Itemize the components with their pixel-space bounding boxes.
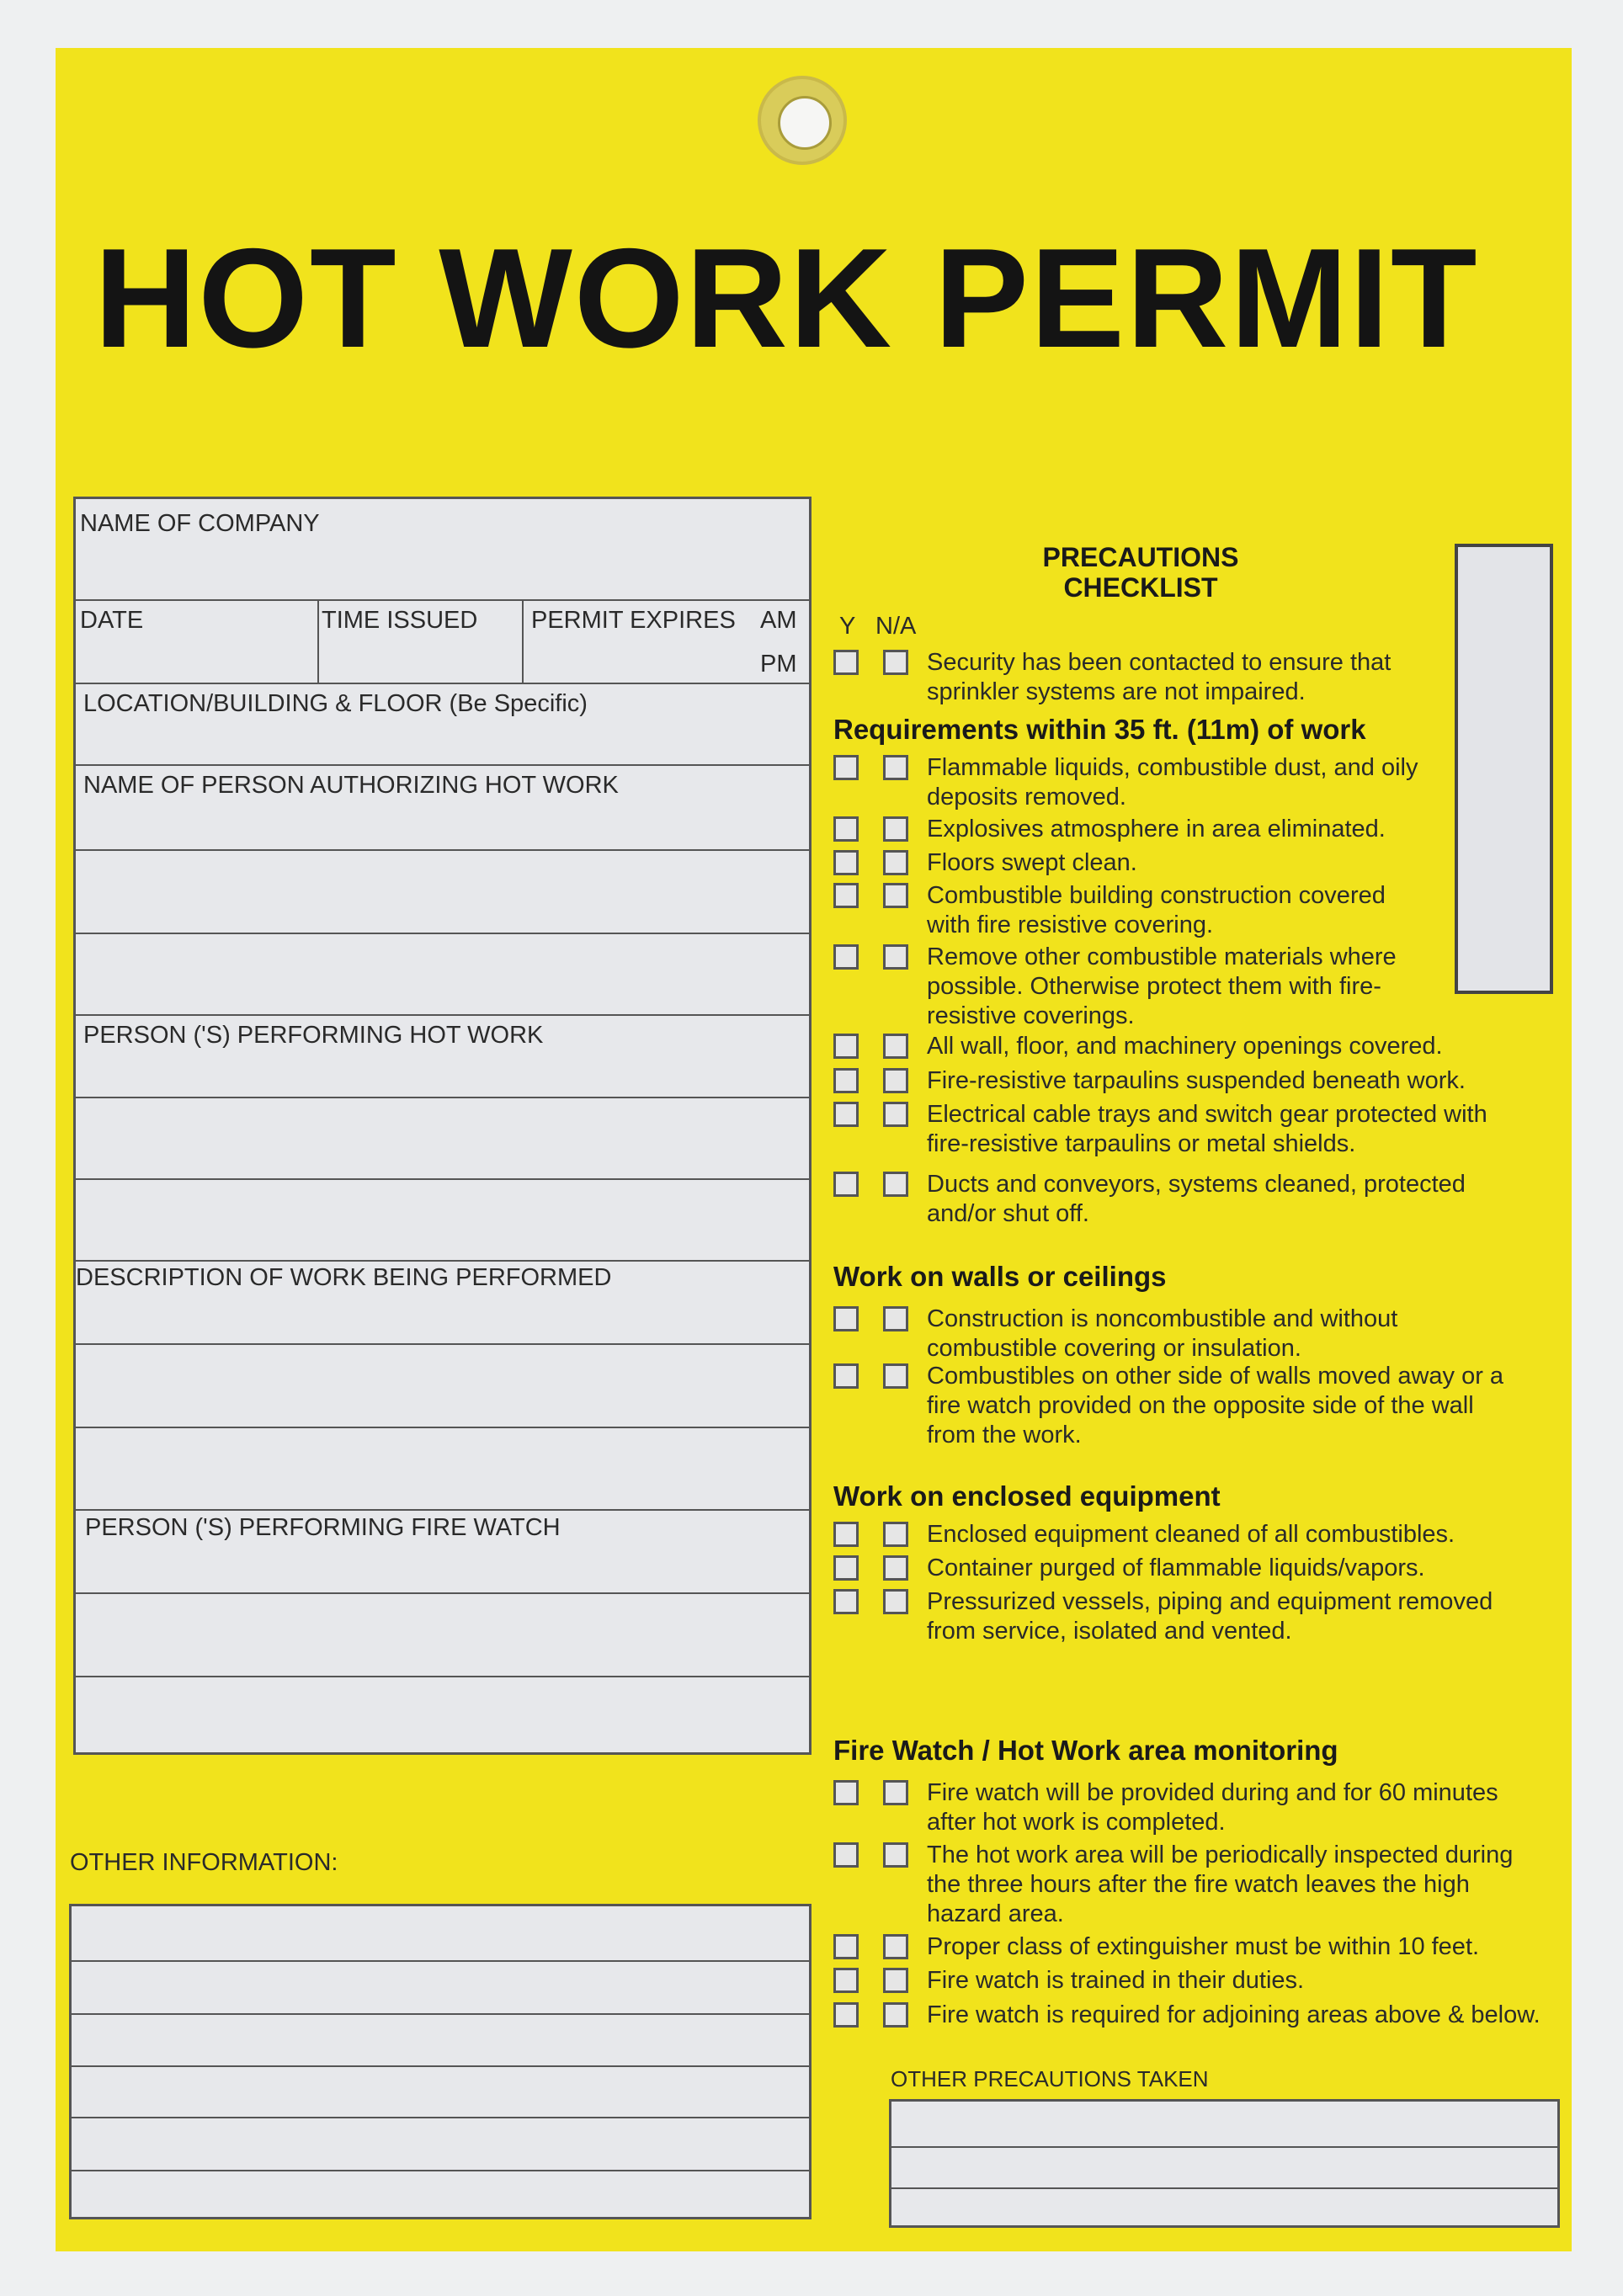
section-heading: Work on walls or ceilings [833, 1261, 1167, 1292]
item-text: Fire watch is trained in their duties. [927, 1967, 1305, 1994]
item-text: Security has been contacted to ensure that sprinkler systems are not impaired. [927, 649, 1392, 705]
other-precautions-field[interactable] [889, 2099, 1560, 2228]
yes-checkbox[interactable] [833, 1589, 859, 1614]
section-heading: Work on enclosed equipment [833, 1480, 1221, 1512]
yes-checkbox[interactable] [833, 1780, 859, 1805]
yes-checkbox[interactable] [833, 1102, 859, 1127]
authorizer-label: NAME OF PERSON AUTHORIZING HOT WORK [83, 772, 619, 799]
item-text: Fire watch will be provided during and for 60 minutes after hot work is completed. [927, 1779, 1498, 1836]
item-text: Proper class of extinguisher must be within 10 feet. [927, 1933, 1480, 1960]
na-checkbox[interactable] [883, 1780, 908, 1805]
yes-column-label: Y [839, 613, 856, 640]
yes-checkbox[interactable] [833, 816, 859, 842]
na-checkbox[interactable] [883, 1034, 908, 1059]
am-label: AM [760, 607, 797, 634]
yes-checkbox[interactable] [833, 1934, 859, 1959]
item-text: Combustible building construction covered with fire resistive covering. [927, 882, 1386, 938]
permit-expires-label: PERMIT EXPIRES [531, 607, 736, 634]
item-text: Fire watch is required for adjoining areas above & below. [927, 2001, 1541, 2028]
na-checkbox[interactable] [883, 2002, 908, 2028]
item-text: All wall, floor, and machinery openings covered. [927, 1033, 1443, 1060]
permit-form-box [73, 497, 812, 1755]
na-checkbox[interactable] [883, 1172, 908, 1197]
other-information-field[interactable] [69, 1904, 812, 2219]
yes-checkbox[interactable] [833, 1842, 859, 1868]
date-label: DATE [80, 607, 144, 634]
checklist-title-line2: CHECKLIST [1063, 572, 1218, 603]
na-checkbox[interactable] [883, 1306, 908, 1331]
na-column-label: N/A [875, 613, 917, 640]
yes-checkbox[interactable] [833, 883, 859, 908]
other-precautions-label: OTHER PRECAUTIONS TAKEN [891, 2066, 1209, 2091]
company-name-label: NAME OF COMPANY [80, 510, 320, 537]
yes-checkbox[interactable] [833, 1034, 859, 1059]
na-checkbox[interactable] [883, 1968, 908, 1993]
yes-checkbox[interactable] [833, 1555, 859, 1581]
hot-work-performers-label: PERSON ('S) PERFORMING HOT WORK [83, 1022, 544, 1049]
item-text: Fire-resistive tarpaulins suspended beneath work. [927, 1067, 1466, 1094]
item-text: Ducts and conveyors, systems cleaned, protected and/or shut off. [927, 1171, 1466, 1227]
yes-checkbox[interactable] [833, 1068, 859, 1093]
na-checkbox[interactable] [883, 1068, 908, 1093]
na-checkbox[interactable] [883, 650, 908, 675]
na-checkbox[interactable] [883, 816, 908, 842]
yes-checkbox[interactable] [833, 1968, 859, 1993]
checklist-title-line1: PRECAUTIONS [1042, 542, 1239, 572]
yes-checkbox[interactable] [833, 650, 859, 675]
item-text: Combustibles on other side of walls moved away or a fire watch provided on the opposite side of the wall from the work. [927, 1363, 1504, 1448]
yes-checkbox[interactable] [833, 1522, 859, 1547]
na-checkbox[interactable] [883, 944, 908, 970]
yes-checkbox[interactable] [833, 1306, 859, 1331]
section-heading: Requirements within 35 ft. (11m) of work [833, 714, 1366, 745]
yes-checkbox[interactable] [833, 755, 859, 780]
other-information-label: OTHER INFORMATION: [70, 1849, 338, 1876]
na-checkbox[interactable] [883, 850, 908, 875]
item-text: Remove other combustible materials where possible. Otherwise protect them with fire- resistive coverings. [927, 943, 1397, 1029]
item-text: Electrical cable trays and switch gear protected with fire-resistive tarpaulins or metal shields. [927, 1101, 1487, 1157]
na-checkbox[interactable] [883, 1102, 908, 1127]
yes-checkbox[interactable] [833, 2002, 859, 2028]
na-checkbox[interactable] [883, 1363, 908, 1389]
pm-label: PM [760, 651, 797, 678]
na-checkbox[interactable] [883, 755, 908, 780]
item-text: Flammable liquids, combustible dust, and oily deposits removed. [927, 754, 1418, 811]
yes-checkbox[interactable] [833, 850, 859, 875]
yes-checkbox[interactable] [833, 944, 859, 970]
na-checkbox[interactable] [883, 1555, 908, 1581]
page-title: HOT WORK PERMIT [94, 219, 1479, 377]
item-text: Container purged of flammable liquids/vapors. [927, 1555, 1425, 1581]
work-description-label: DESCRIPTION OF WORK BEING PERFORMED [76, 1264, 612, 1291]
item-text: Construction is noncombustible and without combustible covering or insulation. [927, 1305, 1398, 1362]
item-text: Floors swept clean. [927, 849, 1137, 876]
section-heading: Fire Watch / Hot Work area monitoring [833, 1735, 1338, 1766]
na-checkbox[interactable] [883, 1522, 908, 1547]
na-checkbox[interactable] [883, 1934, 908, 1959]
na-checkbox[interactable] [883, 883, 908, 908]
item-text: Explosives atmosphere in area eliminated. [927, 816, 1386, 842]
item-text: Enclosed equipment cleaned of all combustibles. [927, 1521, 1455, 1548]
na-checkbox[interactable] [883, 1589, 908, 1614]
time-issued-label: TIME ISSUED [322, 607, 478, 634]
fire-watch-performers-label: PERSON ('S) PERFORMING FIRE WATCH [85, 1514, 561, 1541]
yes-checkbox[interactable] [833, 1363, 859, 1389]
na-checkbox[interactable] [883, 1842, 908, 1868]
item-text: Pressurized vessels, piping and equipment removed from service, isolated and vented. [927, 1588, 1493, 1645]
yes-checkbox[interactable] [833, 1172, 859, 1197]
item-text: The hot work area will be periodically inspected during the three hours after the fire watch leaves the high hazard area. [927, 1842, 1514, 1927]
location-label: LOCATION/BUILDING & FLOOR (Be Specific) [83, 690, 588, 717]
grommet-hole-icon [758, 76, 847, 165]
checklist-title [972, 542, 1309, 603]
